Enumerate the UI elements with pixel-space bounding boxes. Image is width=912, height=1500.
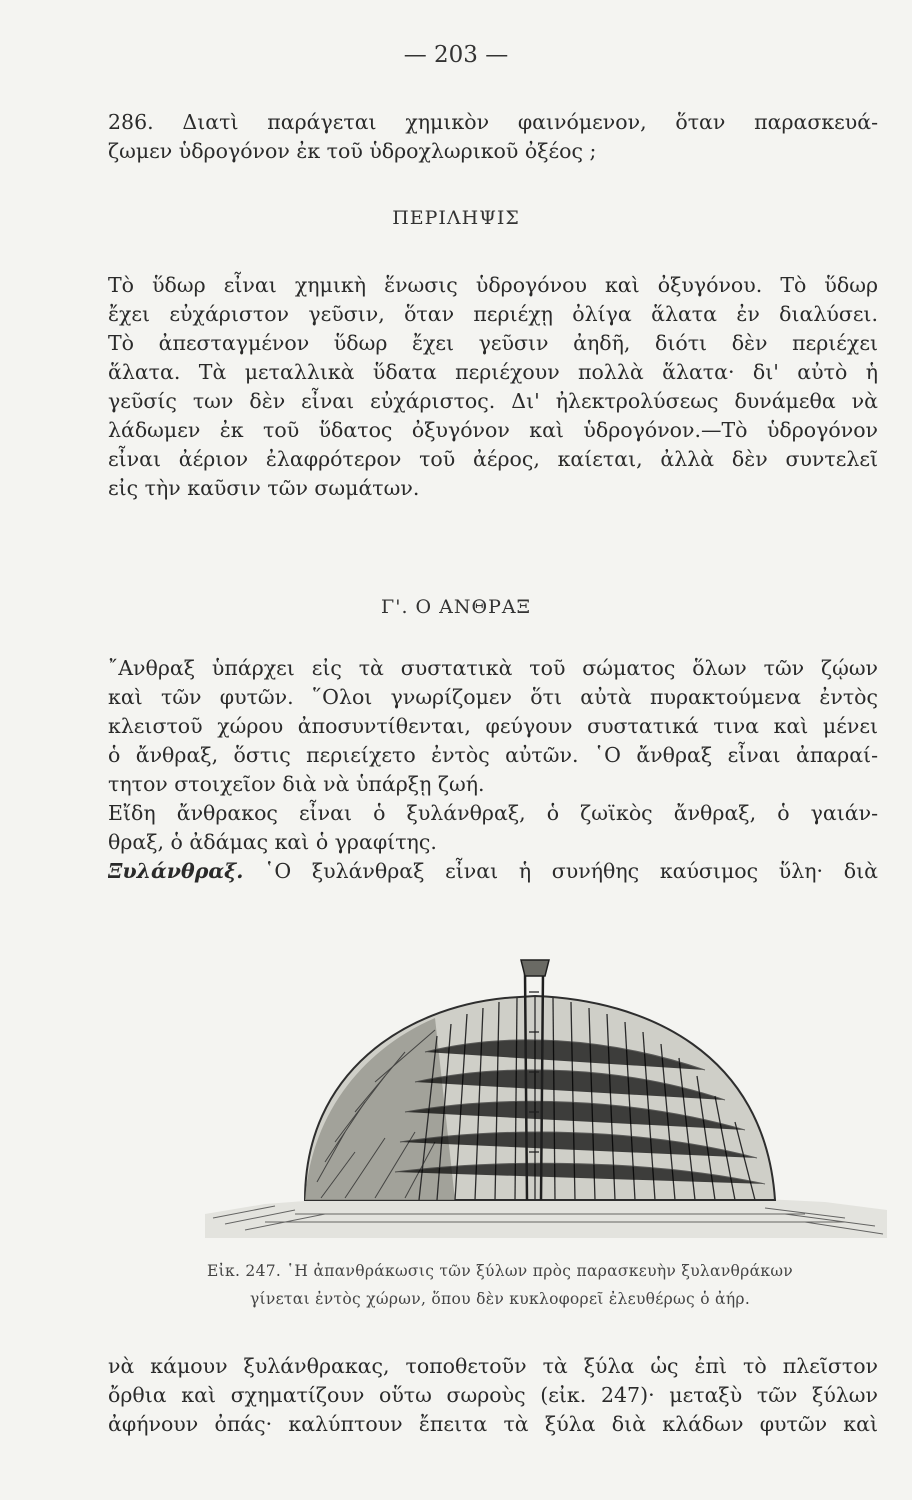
figure-caption-line: Εἰκ. 247. ῾Η ἀπανθράκωσις τῶν ξύλων πρὸς παρασκευὴν ξυλανθράκων xyxy=(206,1262,793,1280)
text-line: Εἴδη ἄνθρακος εἶναι ὁ ξυλάνθραξ, ὁ ζωϊκὸς ἄνθραξ, ὁ γαιάν- xyxy=(108,801,878,825)
charcoal-mound-illustration xyxy=(205,952,887,1238)
text-line: τητον στοιχεῖον διὰ νὰ ὑπάρξῃ ζωή. xyxy=(108,772,485,796)
text-line: ζωμεν ὑδρογόνον ἐκ τοῦ ὑδροχλωρικοῦ ὀξέος ; xyxy=(108,139,597,163)
summary-heading: ΠΕΡΙΛΗΨΙΣ xyxy=(392,207,520,229)
term-xylanthrax: Ξυλάνθραξ. xyxy=(108,859,244,883)
text-line: κλειστοῦ χώρου ἀποσυντίθενται, φεύγουν συστατικά τινα καὶ μένει xyxy=(108,714,878,738)
page-number: — 203 — xyxy=(403,42,509,68)
text-line: εἰς τὴν καῦσιν τῶν σωμάτων. xyxy=(108,476,420,500)
text-line: ἔχει εὐχάριστον γεῦσιν, ὅταν περιέχῃ ὀλίγα ἅλατα ἐν διαλύσει. xyxy=(108,302,878,326)
text-line: ἀφήνουν ὀπάς· καλύπτουν ἔπειτα τὰ ξύλα διὰ κλάδων φυτῶν καὶ xyxy=(108,1412,878,1436)
text-line: Τὸ ὕδωρ εἶναι χημικὴ ἕνωσις ὑδρογόνου καὶ ὀξυγόνου. Τὸ ὕδωρ xyxy=(108,273,878,297)
exercise-question xyxy=(108,108,878,166)
text-line xyxy=(108,857,878,886)
text-line: καὶ τῶν φυτῶν. ῞Ολοι γνωρίζομεν ὅτι αὐτὰ πυρακτούμενα ἐντὸς xyxy=(108,685,878,709)
summary-paragraph xyxy=(108,271,878,503)
text-line: ῎Ανθραξ ὑπάρχει εἰς τὰ συστατικὰ τοῦ σώματος ὅλων τῶν ζῴων xyxy=(108,656,878,680)
text-line: γεῦσίς των δὲν εἶναι εὐχάριστος. Δι' ἠλεκτρολύσεως δυνάμεθα νὰ xyxy=(108,389,878,413)
text-line: λάδωμεν ἐκ τοῦ ὕδατος ὀξυγόνον καὶ ὑδρογόνον.—Τὸ ὑδρογόνον xyxy=(108,418,878,442)
text-line: ὄρθια καὶ σχηματίζουν οὕτω σωροὺς (εἰκ. 247)· μεταξὺ τῶν ξύλων xyxy=(108,1383,878,1407)
continuation-paragraph xyxy=(108,1352,878,1439)
text-line-rest: ῾Ο ξυλάνθραξ εἶναι ἡ συνήθης καύσιμος ὕλη· διὰ xyxy=(243,859,878,883)
figure-caption-line: γίνεται ἐντὸς χώρων, ὅπου δὲν κυκλοφορεῖ ἐλευθέρως ὁ ἀήρ. xyxy=(249,1290,751,1308)
text-line: Τὸ ἀπεσταγμένον ὕδωρ ἔχει γεῦσιν ἀηδῆ, διότι δὲν περιέχει xyxy=(108,331,878,355)
section-heading: Γ'. Ο ΑΝΘΡΑΞ xyxy=(381,596,531,618)
text-line: 286. Διατὶ παράγεται χημικὸν φαινόμενον, ὅταν παρασκευά- xyxy=(108,110,878,134)
text-line: θραξ, ὁ ἀδάμας καὶ ὁ γραφίτης. xyxy=(108,830,437,854)
text-line: εἶναι ἀέριον ἐλαφρότερον τοῦ ἀέρος, καίεται, ἀλλὰ δὲν συντελεῖ xyxy=(108,447,878,471)
section-paragraph xyxy=(108,654,878,886)
text-line: ὁ ἄνθραξ, ὅστις περιείχετο ἐντὸς αὐτῶν. ῾Ο ἄνθραξ εἶναι ἀπαραί- xyxy=(108,743,878,767)
text-line: νὰ κάμουν ξυλάνθρακας, τοποθετοῦν τὰ ξύλα ὡς ἐπὶ τὸ πλεῖστον xyxy=(108,1354,878,1378)
text-line: ἅλατα. Τὰ μεταλλικὰ ὕδατα περιέχουν πολλὰ ἅλατα· δι' αὐτὸ ἡ xyxy=(108,360,878,384)
